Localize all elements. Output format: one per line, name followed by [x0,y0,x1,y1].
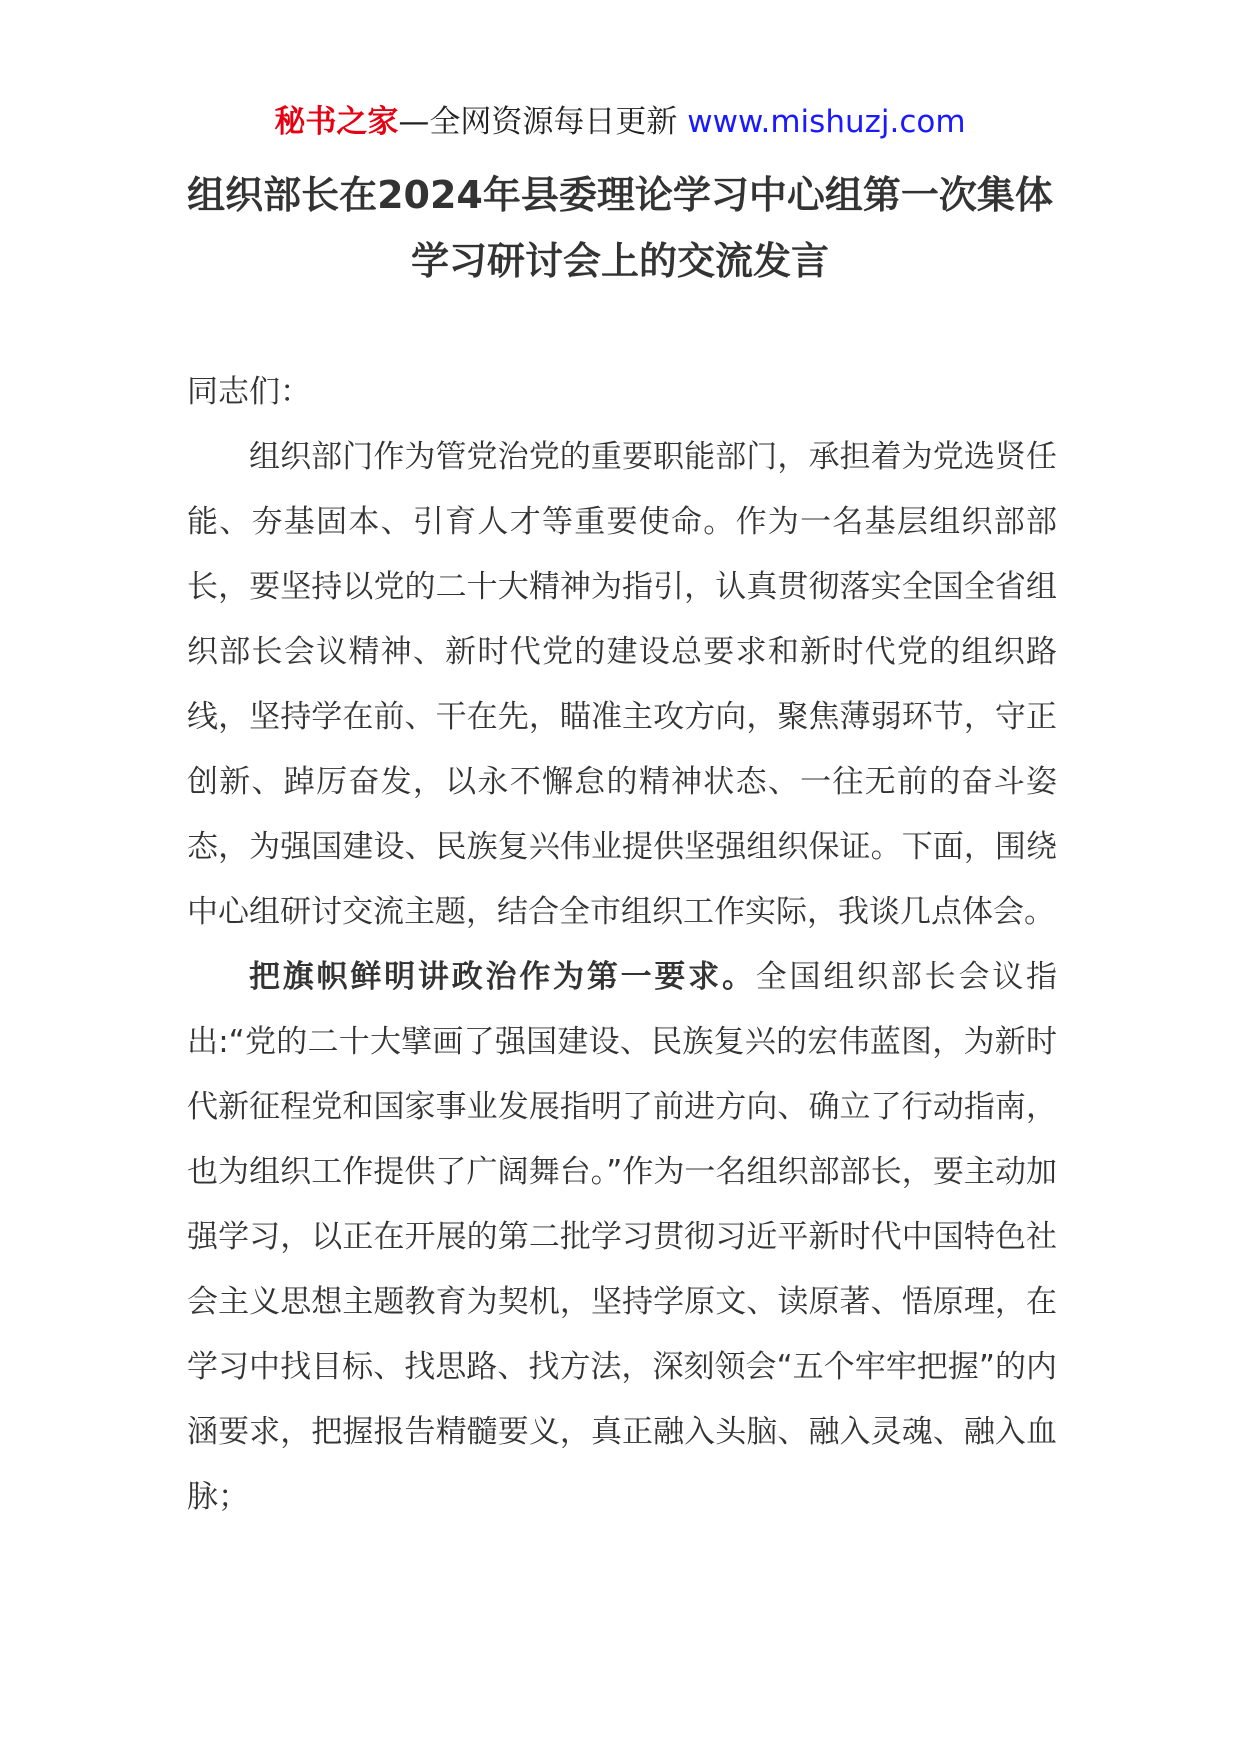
paragraph-politics [187,945,1057,1530]
paragraph-text: 组织部门作为管党治党的重要职能部门，承担着为党选贤任能、夯基固本、引育人才等重要使命。作为一名基层组织部部长，要坚持以党的二十大精神为指引，认真贯彻落实全国全省组织部长会议精神、新时代党的建设总要求和新时代党的组织路线，坚持学在前、干在先，瞄准主攻方向，聚焦薄弱环节，守正创新、踔厉奋发，以永不懈怠的精神状态、一往无前的奋斗姿态，为强国建设、民族复兴伟业提供坚强组织保证。下面，围绕中心组研讨交流主题，结合全市组织工作实际，我谈几点体会。 [187,439,1057,930]
document-body [187,360,1057,1530]
brand-slogan: —全网资源每日更新 [398,104,688,140]
paragraph-intro [187,425,1057,945]
brand-url[interactable]: www.mishuzj.com [687,104,966,140]
salutation: 同志们： [187,374,311,410]
document-title: 组织部长在2024年县委理论学习中心组第一次集体学习研讨会上的交流发言 [187,173,1053,283]
paragraph-text: 全国组织部长会议指出:“党的二十大擘画了强国建设、民族复兴的宏伟蓝图，为新时代新征程党和国家事业发展指明了前进方向、确立了行动指南，也为组织工作提供了广阔舞台。”作为一名组织部部长，要主动加强学习，以正在开展的第二批学习贯彻习近平新时代中国特色社会主义思想主题教育为契机，坚持学原文、读原著、悟原理，在学习中找目标、找思路、找方法，深刻领会“五个牢牢把握”的内涵要求，把握报告精髓要义，真正融入头脑、融入灵魂、融入血脉； [187,959,1058,1515]
paragraph-lead: 把旗帜鲜明讲政治作为第一要求。 [249,959,756,995]
brand-name: 秘书之家 [274,104,399,140]
site-header [0,100,1240,144]
